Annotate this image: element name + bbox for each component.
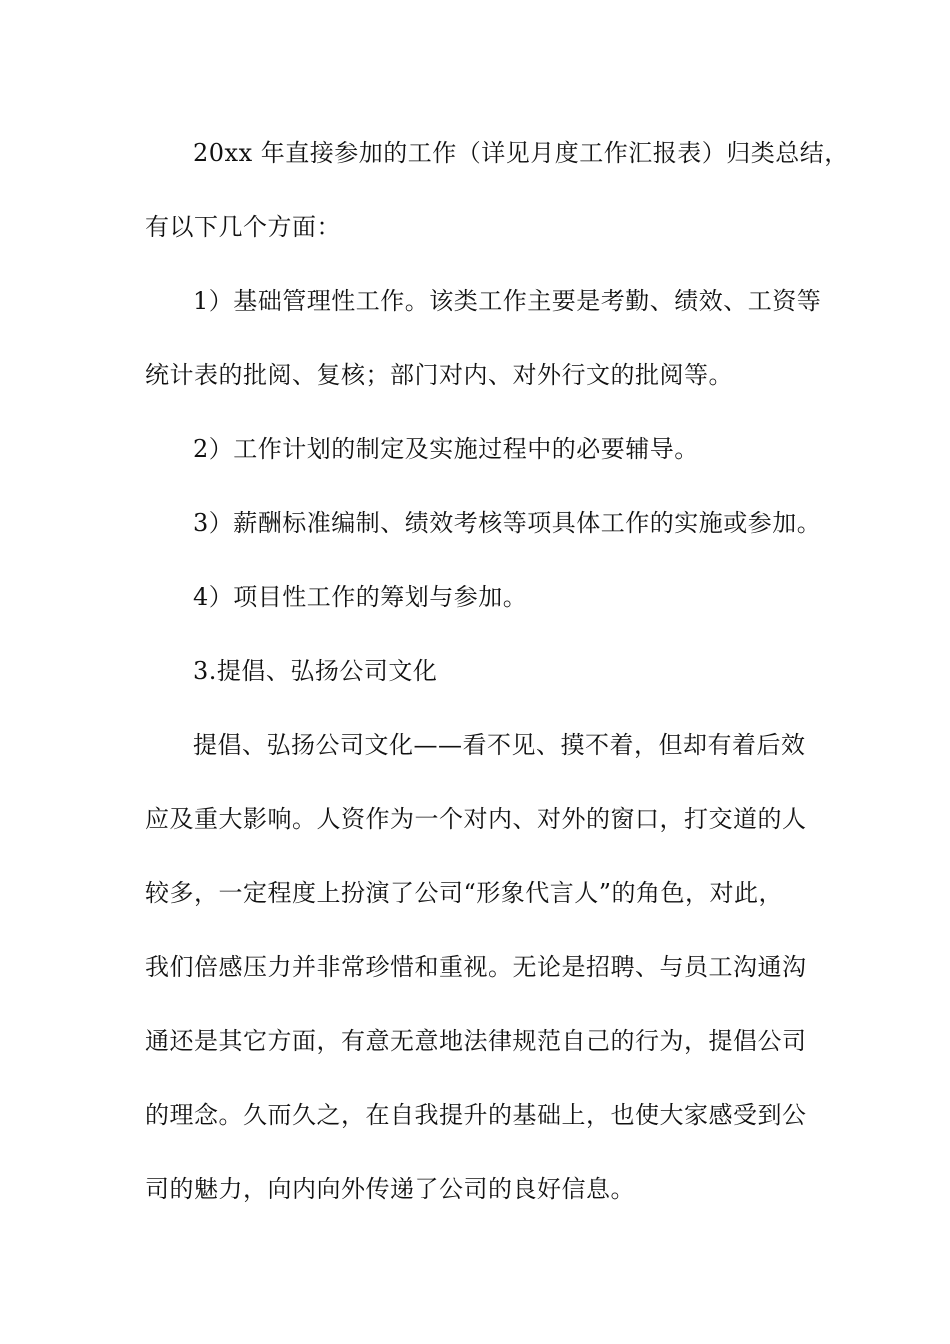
paragraph-line: 应及重大影响。人资作为一个对内、对外的窗口，打交道的人 xyxy=(145,805,807,833)
list-item-line: 4）项目性工作的筹划与参加。 xyxy=(193,583,528,611)
paragraph-line: 较多，一定程度上扮演了公司“形象代言人”的角色，对此， xyxy=(145,879,784,907)
paragraph-line: 有以下几个方面： xyxy=(145,213,341,241)
paragraph-line: 司的魅力，向内向外传递了公司的良好信息。 xyxy=(145,1175,635,1203)
paragraph-line: 的理念。久而久之，在自我提升的基础上，也使大家感受到公 xyxy=(145,1101,807,1129)
list-item-line: 1）基础管理性工作。该类工作主要是考勤、绩效、工资等 xyxy=(193,287,822,315)
list-item-line: 2）工作计划的制定及实施过程中的必要辅导。 xyxy=(193,435,699,463)
paragraph-line: 提倡、弘扬公司文化——看不见、摸不着，但却有着后效 xyxy=(193,731,806,759)
list-item-line: 统计表的批阅、复核；部门对内、对外行文的批阅等。 xyxy=(145,361,733,389)
list-item-line: 3）薪酬标准编制、绩效考核等项具体工作的实施或参加。 xyxy=(193,509,822,537)
paragraph-line: 我们倍感压力并非常珍惜和重视。无论是招聘、与员工沟通沟 xyxy=(145,953,807,981)
section-heading: 3.提倡、弘扬公司文化 xyxy=(193,657,438,685)
paragraph-line: 20xx 年直接参加的工作（详见月度工作汇报表）归类总结， xyxy=(193,139,849,167)
paragraph-line: 通还是其它方面，有意无意地法律规范自己的行为，提倡公司 xyxy=(145,1027,807,1055)
